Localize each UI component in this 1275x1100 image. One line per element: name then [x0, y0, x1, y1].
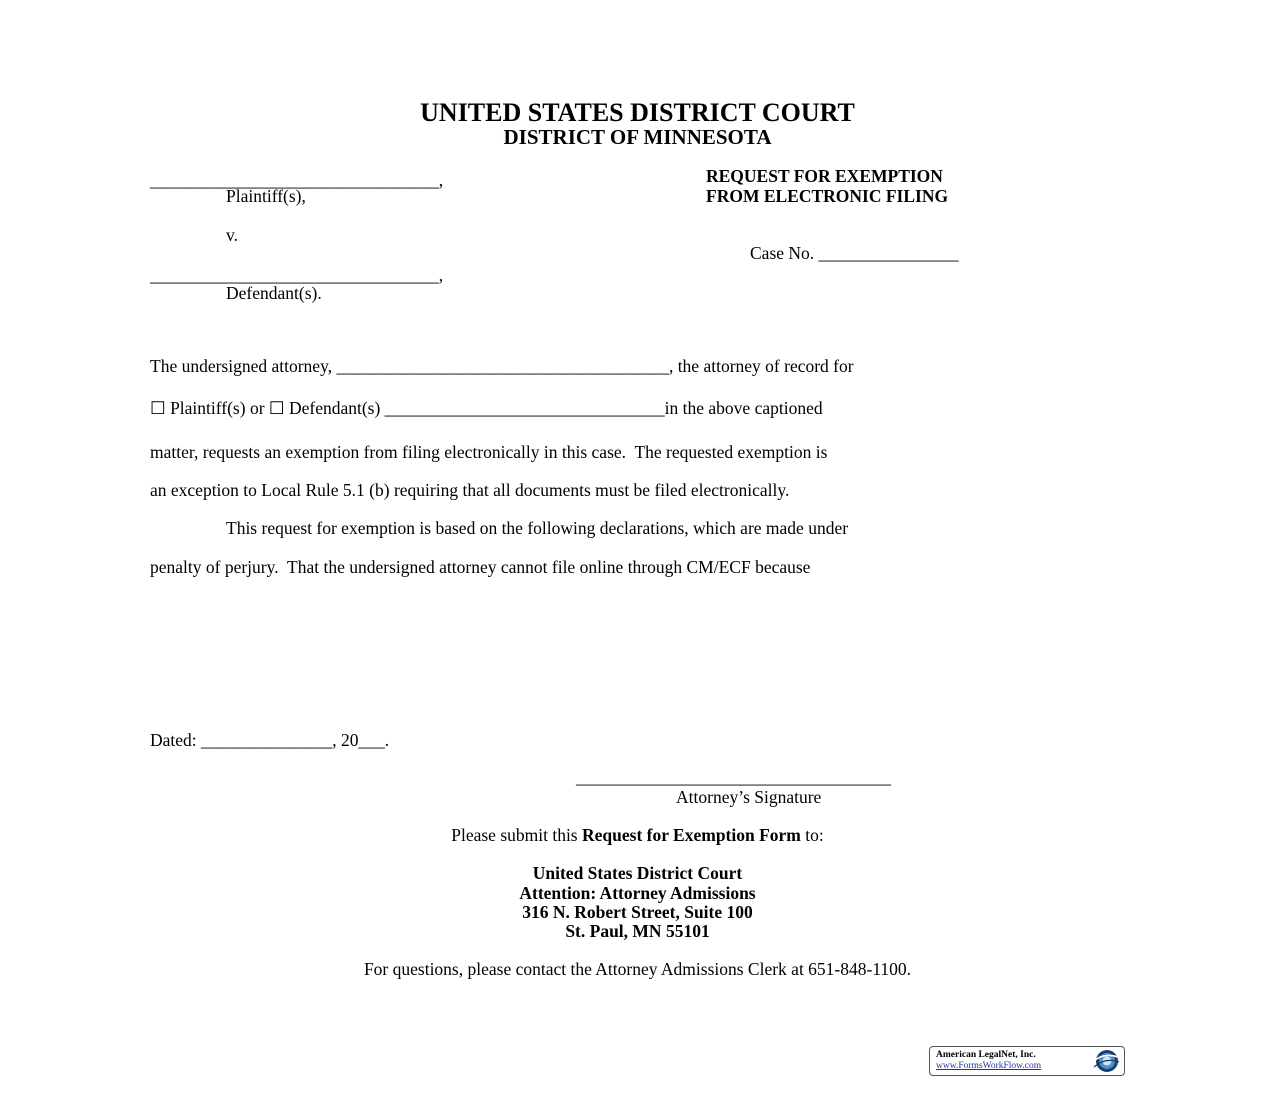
address-line-court: United States District Court	[532, 863, 743, 883]
body-line-declaration: This request for exemption is based on the following declarations, which are made under	[226, 518, 849, 538]
signature-line[interactable]: ____________________________________	[576, 767, 891, 787]
globe-logo-icon	[1088, 1048, 1122, 1074]
body-line-perjury: penalty of perjury. That the undersigned attorney cannot file online through CM/ECF because	[150, 557, 811, 577]
plaintiff-label: Plaintiff(s),	[226, 186, 306, 206]
case-number-field[interactable]: Case No. ________________	[750, 243, 959, 263]
footer-logo[interactable]	[929, 1046, 1125, 1076]
court-title: UNITED STATES DISTRICT COURT	[420, 98, 855, 127]
address-line-attention: Attention: Attorney Admissions	[519, 883, 756, 903]
district-title: DISTRICT OF MINNESOTA	[503, 125, 772, 149]
plaintiff-name-blank[interactable]: _________________________________,	[150, 170, 444, 190]
request-title-line1: REQUEST FOR EXEMPTION	[706, 166, 943, 186]
defendant-name-blank[interactable]: _________________________________,	[150, 265, 444, 285]
submit-form-name: Request for Exemption Form	[582, 825, 801, 845]
address-line-city: St. Paul, MN 55101	[565, 921, 710, 941]
contact-info: For questions, please contact the Attorney Admissions Clerk at 651-848-1100.	[363, 959, 912, 979]
defendant-label: Defendant(s).	[226, 283, 322, 303]
body-line-attorney[interactable]: The undersigned attorney, ______________________________________, the attorney of record for	[150, 356, 854, 376]
submit-instruction	[0, 825, 1275, 846]
logo-company-name: American LegalNet, Inc.	[936, 1050, 1036, 1060]
submit-prefix: Please submit this	[451, 825, 582, 845]
versus-label: v.	[226, 225, 238, 245]
logo-website-link[interactable]: www.FormsWorkFlow.com	[936, 1061, 1042, 1071]
address-line-street: 316 N. Robert Street, Suite 100	[522, 902, 753, 922]
signature-label: Attorney’s Signature	[676, 787, 822, 807]
body-line-party[interactable]: ☐ Plaintiff(s) or ☐ Defendant(s) ________________________________in the above captioned	[150, 398, 823, 418]
body-line-request: matter, requests an exemption from filing electronically in this case. The requested exemption is	[150, 442, 828, 462]
request-title-line2: FROM ELECTRONIC FILING	[706, 186, 949, 206]
body-line-rule: an exception to Local Rule 5.1 (b) requiring that all documents must be filed electronically.	[150, 480, 790, 500]
submit-suffix: to:	[800, 825, 824, 845]
dated-field[interactable]: Dated: _______________, 20___.	[150, 730, 390, 750]
